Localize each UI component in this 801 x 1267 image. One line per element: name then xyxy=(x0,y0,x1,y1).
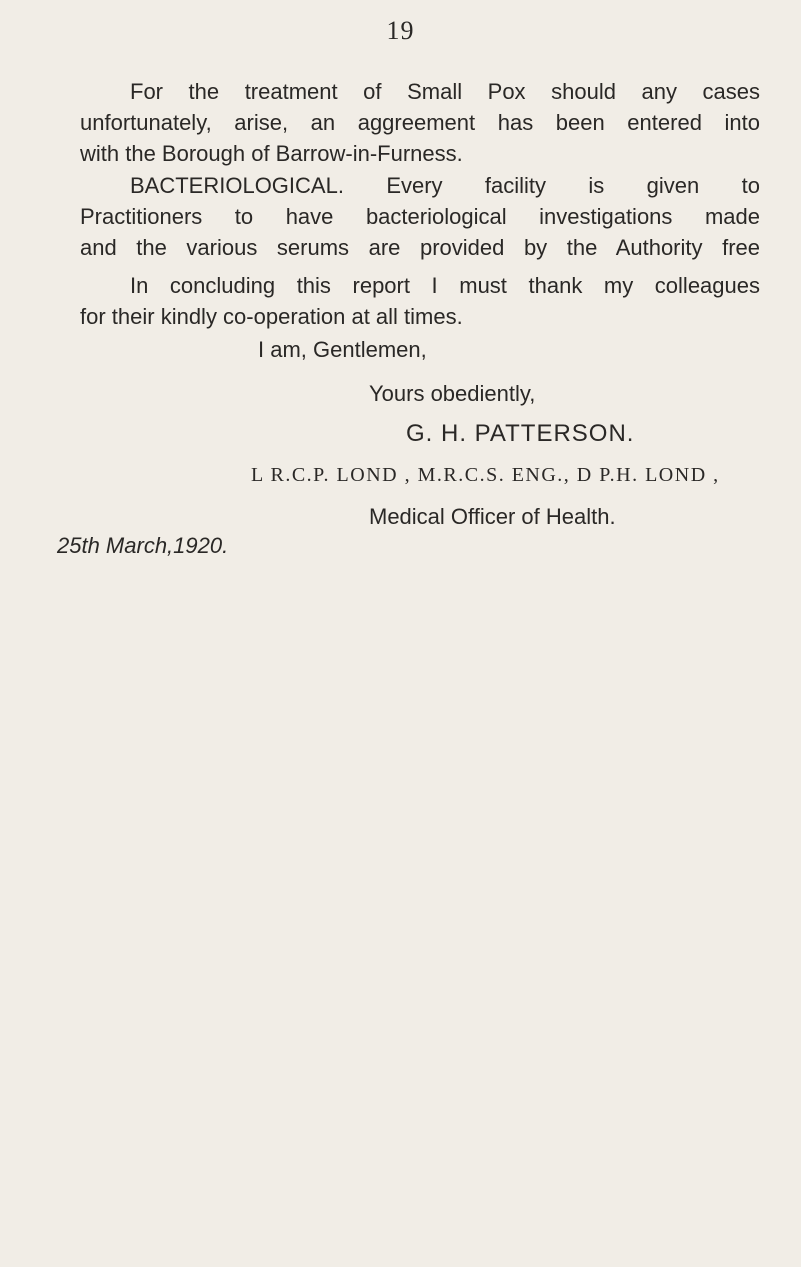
page-number: 19 xyxy=(386,16,415,45)
signatory-name: G. H. PATTERSON. xyxy=(406,420,635,447)
signatory-title: Medical Officer of Health. xyxy=(369,504,616,529)
text-line: unfortunately, arise, an aggreement has been entered into xyxy=(80,110,760,135)
paragraph-concluding xyxy=(80,270,760,332)
text-line: Practitioners to have bacteriological investigations made xyxy=(80,204,760,229)
closing-greeting: I am, Gentlemen, xyxy=(258,337,427,362)
paragraph-smallpox xyxy=(80,76,760,169)
text-line: In concluding this report I must thank my colleagues xyxy=(130,273,760,298)
paragraph-bacteriological xyxy=(80,170,760,263)
text-line: For the treatment of Small Pox should any cases xyxy=(130,79,760,104)
text-line: with the Borough of Barrow-in-Furness. xyxy=(80,141,463,166)
document-date: 25th March,1920. xyxy=(57,533,229,558)
closing-valediction: Yours obediently, xyxy=(369,381,536,406)
signatory-qualifications: L R.C.P. LOND , M.R.C.S. ENG., D P.H. LOND , xyxy=(251,464,720,486)
text-line: BACTERIOLOGICAL. Every facility is given to xyxy=(130,173,760,198)
text-line: for their kindly co-operation at all times. xyxy=(80,304,463,329)
text-line: and the various serums are provided by the Authority free xyxy=(80,235,760,260)
